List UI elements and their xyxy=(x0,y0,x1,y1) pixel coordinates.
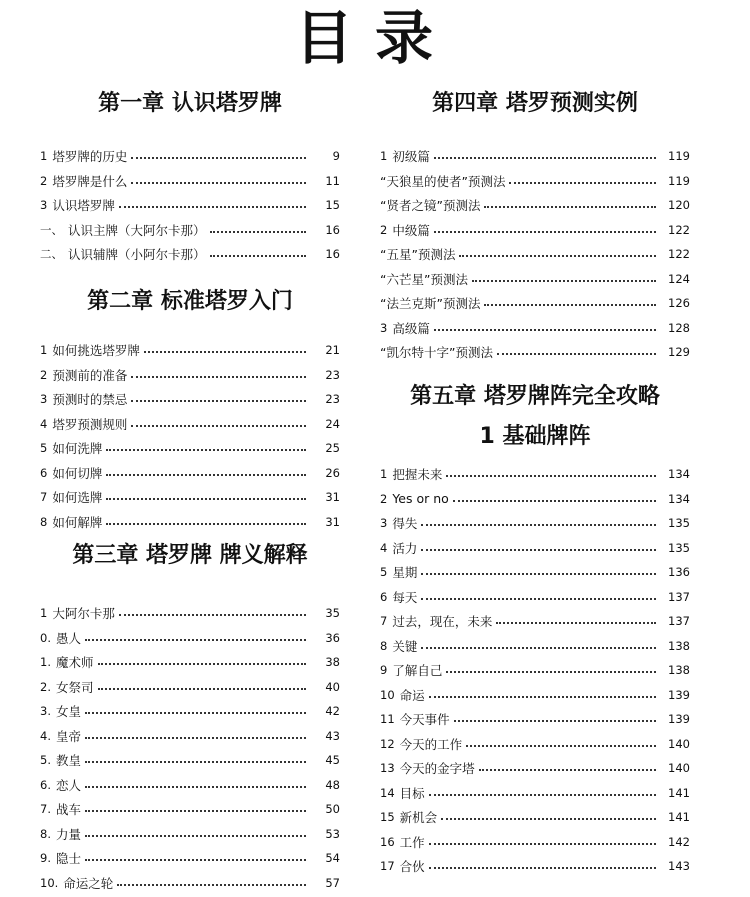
toc-entry-number: 1. xyxy=(40,655,51,670)
toc-entry-label: 塔罗牌的历史 xyxy=(52,149,128,165)
toc-entry-page: 54 xyxy=(325,851,340,866)
toc-entry xyxy=(380,218,690,243)
toc-entry-label: Yes or no xyxy=(392,491,449,507)
dot-leader xyxy=(106,498,306,500)
dot-leader xyxy=(98,688,307,690)
toc-entry-page: 142 xyxy=(668,834,690,849)
toc-entry xyxy=(40,485,340,510)
toc-entry-page: 119 xyxy=(668,149,690,164)
toc-entry-page: 36 xyxy=(325,630,340,645)
toc-entry xyxy=(40,846,340,871)
toc-entry-page: 31 xyxy=(325,514,340,529)
toc-entry xyxy=(380,316,690,341)
dot-leader xyxy=(117,884,306,886)
toc-entry-page: 24 xyxy=(325,416,340,431)
toc-entry xyxy=(40,675,340,700)
toc-entry-page: 139 xyxy=(668,712,690,727)
toc-entry-page: 122 xyxy=(668,247,690,262)
toc-entry xyxy=(380,756,690,781)
toc-entry-page: 119 xyxy=(668,173,690,188)
toc-entry-number: 7. xyxy=(40,802,51,817)
toc-entry-number: 1 xyxy=(40,149,48,164)
dot-leader xyxy=(421,549,656,551)
page-title: 目录 xyxy=(294,4,455,72)
toc-entry-number: 5. xyxy=(40,753,51,768)
dot-leader xyxy=(496,622,656,624)
dot-leader xyxy=(85,835,306,837)
toc-entry-page: 138 xyxy=(668,663,690,678)
toc-entry-number: 3 xyxy=(40,198,48,213)
dot-leader xyxy=(85,761,306,763)
dot-leader xyxy=(131,425,306,427)
toc-entry xyxy=(380,658,690,683)
toc-entry-number: 4 xyxy=(380,540,388,555)
toc-entry-number: 3 xyxy=(380,516,388,531)
toc-entry-number: 4 xyxy=(40,416,48,431)
toc-entry-number: 2 xyxy=(380,222,388,237)
toc-entry-label: 战车 xyxy=(55,802,81,818)
dot-leader xyxy=(441,818,656,820)
chapter-1-title: 第一章 认识塔罗牌 xyxy=(98,91,282,116)
toc-entry-label: 大阿尔卡那 xyxy=(52,606,115,622)
toc-entry-page: 137 xyxy=(668,614,690,629)
toc-entry-page: 15 xyxy=(325,198,340,213)
toc-entry-page: 23 xyxy=(325,392,340,407)
toc-entry-label: 认识辅牌（小阿尔卡那） xyxy=(68,247,206,263)
toc-entry xyxy=(380,805,690,830)
toc-entry-number: 10. xyxy=(40,875,59,890)
dot-leader xyxy=(472,280,656,282)
toc-entry-number: 11 xyxy=(380,712,395,727)
toc-entry-page: 140 xyxy=(668,761,690,776)
toc-entry-label: 教皇 xyxy=(55,753,81,769)
toc-entry xyxy=(380,536,690,561)
toc-entry xyxy=(380,193,690,218)
toc-entry xyxy=(40,387,340,412)
toc-entry-page: 143 xyxy=(668,859,690,874)
dot-leader xyxy=(459,255,656,257)
toc-entry-label: 如何选牌 xyxy=(52,490,103,506)
toc-entry xyxy=(380,144,690,169)
toc-entry-label: 命运 xyxy=(399,687,425,703)
dot-leader xyxy=(429,794,656,796)
dot-leader xyxy=(98,663,307,665)
chapter-5-list xyxy=(380,462,690,879)
toc-entry-number: 8. xyxy=(40,826,51,841)
toc-entry-page: 31 xyxy=(325,490,340,505)
toc-entry-label: “天狼星的使者”预测法 xyxy=(380,173,506,189)
toc-entry-page: 26 xyxy=(325,465,340,480)
toc-entry-page: 35 xyxy=(325,606,340,621)
toc-entry-number: 6 xyxy=(40,465,48,480)
toc-entry-number: 3. xyxy=(40,704,51,719)
toc-entry-page: 138 xyxy=(668,638,690,653)
toc-entry xyxy=(380,732,690,757)
toc-entry-page: 120 xyxy=(668,198,690,213)
dot-leader xyxy=(497,353,656,355)
toc-entry-label: 如何解牌 xyxy=(52,514,103,530)
toc-entry-page: 16 xyxy=(325,247,340,262)
dot-leader xyxy=(453,500,656,502)
toc-entry-page: 134 xyxy=(668,491,690,506)
dot-leader xyxy=(434,157,656,159)
toc-entry-label: 预测时的禁忌 xyxy=(52,392,128,408)
dot-leader xyxy=(466,745,656,747)
toc-entry xyxy=(40,626,340,651)
toc-entry-label: 隐士 xyxy=(55,851,81,867)
toc-entry xyxy=(40,242,340,267)
toc-entry-page: 128 xyxy=(668,320,690,335)
toc-entry-label: 力量 xyxy=(55,826,81,842)
toc-entry-label: 星期 xyxy=(392,565,418,581)
toc-entry xyxy=(380,462,690,487)
toc-entry-number: 1 xyxy=(380,467,388,482)
toc-entry-label: 皇帝 xyxy=(55,728,81,744)
toc-entry-page: 43 xyxy=(325,728,340,743)
toc-entry xyxy=(40,773,340,798)
toc-entry-number: 6 xyxy=(380,589,388,604)
dot-leader xyxy=(85,712,306,714)
dot-leader xyxy=(434,231,656,233)
toc-entry-page: 135 xyxy=(668,540,690,555)
toc-entry-label: 塔罗预测规则 xyxy=(52,416,128,432)
toc-entry-number: 13 xyxy=(380,761,395,776)
dot-leader xyxy=(85,810,306,812)
toc-entry xyxy=(380,242,690,267)
dot-leader xyxy=(210,231,306,233)
toc-entry-label: 工作 xyxy=(399,834,425,850)
toc-entry-label: 目标 xyxy=(399,785,425,801)
toc-entry-number: 8 xyxy=(40,514,48,529)
toc-entry-number: 5 xyxy=(380,565,388,580)
toc-entry-page: 40 xyxy=(325,679,340,694)
toc-entry-label: 认识主牌（大阿尔卡那） xyxy=(68,222,206,238)
dot-leader xyxy=(479,769,656,771)
toc-entry-number: 3 xyxy=(40,392,48,407)
chapter-5-title: 第五章 塔罗牌阵完全攻略 xyxy=(410,384,660,409)
toc-entry-label: 认识塔罗牌 xyxy=(52,198,115,214)
toc-entry xyxy=(40,871,340,896)
dot-leader xyxy=(429,696,656,698)
toc-entry-number: 2 xyxy=(380,491,388,506)
toc-entry-number: 3 xyxy=(380,320,388,335)
dot-leader xyxy=(119,206,306,208)
toc-entry-label: 每天 xyxy=(392,589,418,605)
toc-entry-page: 9 xyxy=(332,149,340,164)
dot-leader xyxy=(85,639,306,641)
dot-leader xyxy=(131,376,306,378)
toc-entry-page: 16 xyxy=(325,222,340,237)
toc-entry xyxy=(40,144,340,169)
toc-entry xyxy=(380,830,690,855)
toc-entry-page: 141 xyxy=(668,810,690,825)
dot-leader xyxy=(131,182,306,184)
toc-entry-number: 9. xyxy=(40,851,51,866)
toc-entry-number: 7 xyxy=(40,490,48,505)
toc-entry xyxy=(40,218,340,243)
toc-entry-page: 25 xyxy=(325,441,340,456)
dot-leader xyxy=(85,859,306,861)
dot-leader xyxy=(106,449,306,451)
dot-leader xyxy=(85,786,306,788)
dot-leader xyxy=(446,671,656,673)
toc-entry-page: 137 xyxy=(668,589,690,604)
toc-entry xyxy=(40,363,340,388)
toc-entry-label: 新机会 xyxy=(399,810,438,826)
toc-entry-label: 塔罗牌是什么 xyxy=(52,173,128,189)
toc-entry-number: 14 xyxy=(380,785,395,800)
chapter-4-title: 第四章 塔罗预测实例 xyxy=(432,91,638,116)
toc-entry xyxy=(40,338,340,363)
toc-entry-page: 23 xyxy=(325,367,340,382)
chapter-2-title: 第二章 标准塔罗入门 xyxy=(87,289,293,314)
toc-entry-page: 42 xyxy=(325,704,340,719)
dot-leader xyxy=(429,843,656,845)
dot-leader xyxy=(210,255,306,257)
toc-entry-page: 124 xyxy=(668,271,690,286)
dot-leader xyxy=(446,475,656,477)
toc-entry-label: 魔术师 xyxy=(55,655,94,671)
toc-entry-label: 了解自己 xyxy=(392,663,443,679)
dot-leader xyxy=(421,573,656,575)
toc-entry-number: 4. xyxy=(40,728,51,743)
toc-entry xyxy=(40,193,340,218)
toc-entry xyxy=(380,585,690,610)
toc-entry-label: “凯尔特十字”预测法 xyxy=(380,345,493,361)
toc-entry-number: 一、 xyxy=(40,222,63,237)
toc-entry xyxy=(380,487,690,512)
toc-entry-label: 预测前的准备 xyxy=(52,367,128,383)
toc-entry xyxy=(380,634,690,659)
toc-entry-page: 126 xyxy=(668,296,690,311)
toc-entry xyxy=(40,461,340,486)
toc-entry-label: “贤者之镜”预测法 xyxy=(380,198,481,214)
toc-entry xyxy=(40,748,340,773)
toc-entry xyxy=(380,781,690,806)
dot-leader xyxy=(434,329,656,331)
toc-entry-label: 愚人 xyxy=(55,630,81,646)
toc-entry-label: 女祭司 xyxy=(55,679,94,695)
toc-entry-page: 38 xyxy=(325,655,340,670)
toc-entry-page: 53 xyxy=(325,826,340,841)
toc-entry-number: 1 xyxy=(380,149,388,164)
dot-leader xyxy=(421,598,656,600)
chapter-1-list xyxy=(40,144,340,267)
toc-entry xyxy=(380,340,690,365)
chapter-3-title: 第三章 塔罗牌 牌义解释 xyxy=(72,543,308,568)
dot-leader xyxy=(509,182,656,184)
toc-entry-number: 17 xyxy=(380,859,395,874)
toc-entry-label: 中级篇 xyxy=(392,222,430,238)
toc-entry-number: 2 xyxy=(40,367,48,382)
chapter-4-list xyxy=(380,144,690,365)
toc-entry-label: 把握未来 xyxy=(392,467,443,483)
chapter-5-subtitle: 1 基础牌阵 xyxy=(479,424,591,449)
toc-entry xyxy=(380,854,690,879)
toc-entry xyxy=(40,797,340,822)
toc-entry-number: 1 xyxy=(40,343,48,358)
dot-leader xyxy=(106,474,306,476)
dot-leader xyxy=(484,304,656,306)
toc-entry-label: “五星”预测法 xyxy=(380,247,456,263)
toc-entry xyxy=(380,560,690,585)
toc-entry-page: 141 xyxy=(668,785,690,800)
toc-entry-label: 女皇 xyxy=(55,704,81,720)
toc-entry-page: 129 xyxy=(668,345,690,360)
toc-entry-number: 0. xyxy=(40,630,51,645)
toc-entry-label: 高级篇 xyxy=(392,320,430,336)
toc-entry-number: 6. xyxy=(40,777,51,792)
toc-entry xyxy=(40,699,340,724)
toc-entry-page: 45 xyxy=(325,753,340,768)
toc-entry-label: 过去，现在，未来 xyxy=(392,614,493,630)
toc-entry-page: 21 xyxy=(325,343,340,358)
dot-leader xyxy=(421,524,656,526)
toc-entry-number: 7 xyxy=(380,614,388,629)
toc-entry-page: 48 xyxy=(325,777,340,792)
toc-entry-page: 136 xyxy=(668,565,690,580)
dot-leader xyxy=(85,737,306,739)
toc-entry-page: 11 xyxy=(325,173,340,188)
toc-entry xyxy=(40,436,340,461)
toc-entry-label: 如何切牌 xyxy=(52,465,103,481)
toc-entry-label: 初级篇 xyxy=(392,149,430,165)
toc-entry-number: 15 xyxy=(380,810,395,825)
toc-entry-label: 得失 xyxy=(392,516,418,532)
toc-entry-page: 134 xyxy=(668,467,690,482)
dot-leader xyxy=(119,614,306,616)
toc-entry-label: 恋人 xyxy=(55,777,81,793)
toc-entry-number: 9 xyxy=(380,663,388,678)
toc-entry xyxy=(40,601,340,626)
toc-entry-page: 135 xyxy=(668,516,690,531)
dot-leader xyxy=(144,351,306,353)
toc-entry-number: 10 xyxy=(380,687,395,702)
dot-leader xyxy=(131,157,306,159)
toc-entry xyxy=(380,683,690,708)
toc-entry-page: 140 xyxy=(668,736,690,751)
toc-entry xyxy=(380,511,690,536)
dot-leader xyxy=(106,523,306,525)
toc-entry-number: 8 xyxy=(380,638,388,653)
toc-entry-label: 如何挑选塔罗牌 xyxy=(52,343,140,359)
toc-entry xyxy=(380,169,690,194)
toc-entry-page: 57 xyxy=(325,875,340,890)
toc-entry xyxy=(40,510,340,535)
toc-entry xyxy=(40,724,340,749)
dot-leader xyxy=(429,867,656,869)
toc-entry xyxy=(380,609,690,634)
toc-entry xyxy=(40,412,340,437)
toc-entry-label: 关键 xyxy=(392,638,418,654)
dot-leader xyxy=(131,400,306,402)
toc-entry-page: 50 xyxy=(325,802,340,817)
toc-entry xyxy=(40,822,340,847)
chapter-2-list xyxy=(40,338,340,534)
toc-entry-label: 命运之轮 xyxy=(63,875,114,891)
toc-entry-number: 12 xyxy=(380,736,395,751)
toc-entry-label: “六芒星”预测法 xyxy=(380,271,468,287)
toc-entry-label: 今天的工作 xyxy=(399,736,463,752)
toc-entry-number: 2. xyxy=(40,679,51,694)
toc-entry-label: 今天事件 xyxy=(399,712,450,728)
toc-entry-number: 1 xyxy=(40,606,48,621)
chapter-3-list xyxy=(40,601,340,895)
toc-entry xyxy=(380,291,690,316)
toc-entry-number: 16 xyxy=(380,834,395,849)
toc-entry-page: 139 xyxy=(668,687,690,702)
dot-leader xyxy=(421,647,656,649)
toc-entry-number: 2 xyxy=(40,173,48,188)
toc-entry-label: 活力 xyxy=(392,540,418,556)
toc-entry xyxy=(380,707,690,732)
dot-leader xyxy=(454,720,656,722)
toc-entry-label: “法兰克斯”预测法 xyxy=(380,296,481,312)
toc-entry-label: 今天的金字塔 xyxy=(399,761,475,777)
toc-entry-label: 合伙 xyxy=(399,859,425,875)
toc-entry-label: 如何洗牌 xyxy=(52,441,103,457)
toc-entry xyxy=(40,169,340,194)
toc-entry xyxy=(380,267,690,292)
toc-entry-page: 122 xyxy=(668,222,690,237)
toc-entry-number: 5 xyxy=(40,441,48,456)
toc-entry xyxy=(40,650,340,675)
dot-leader xyxy=(484,206,656,208)
toc-entry-number: 二、 xyxy=(40,247,63,262)
